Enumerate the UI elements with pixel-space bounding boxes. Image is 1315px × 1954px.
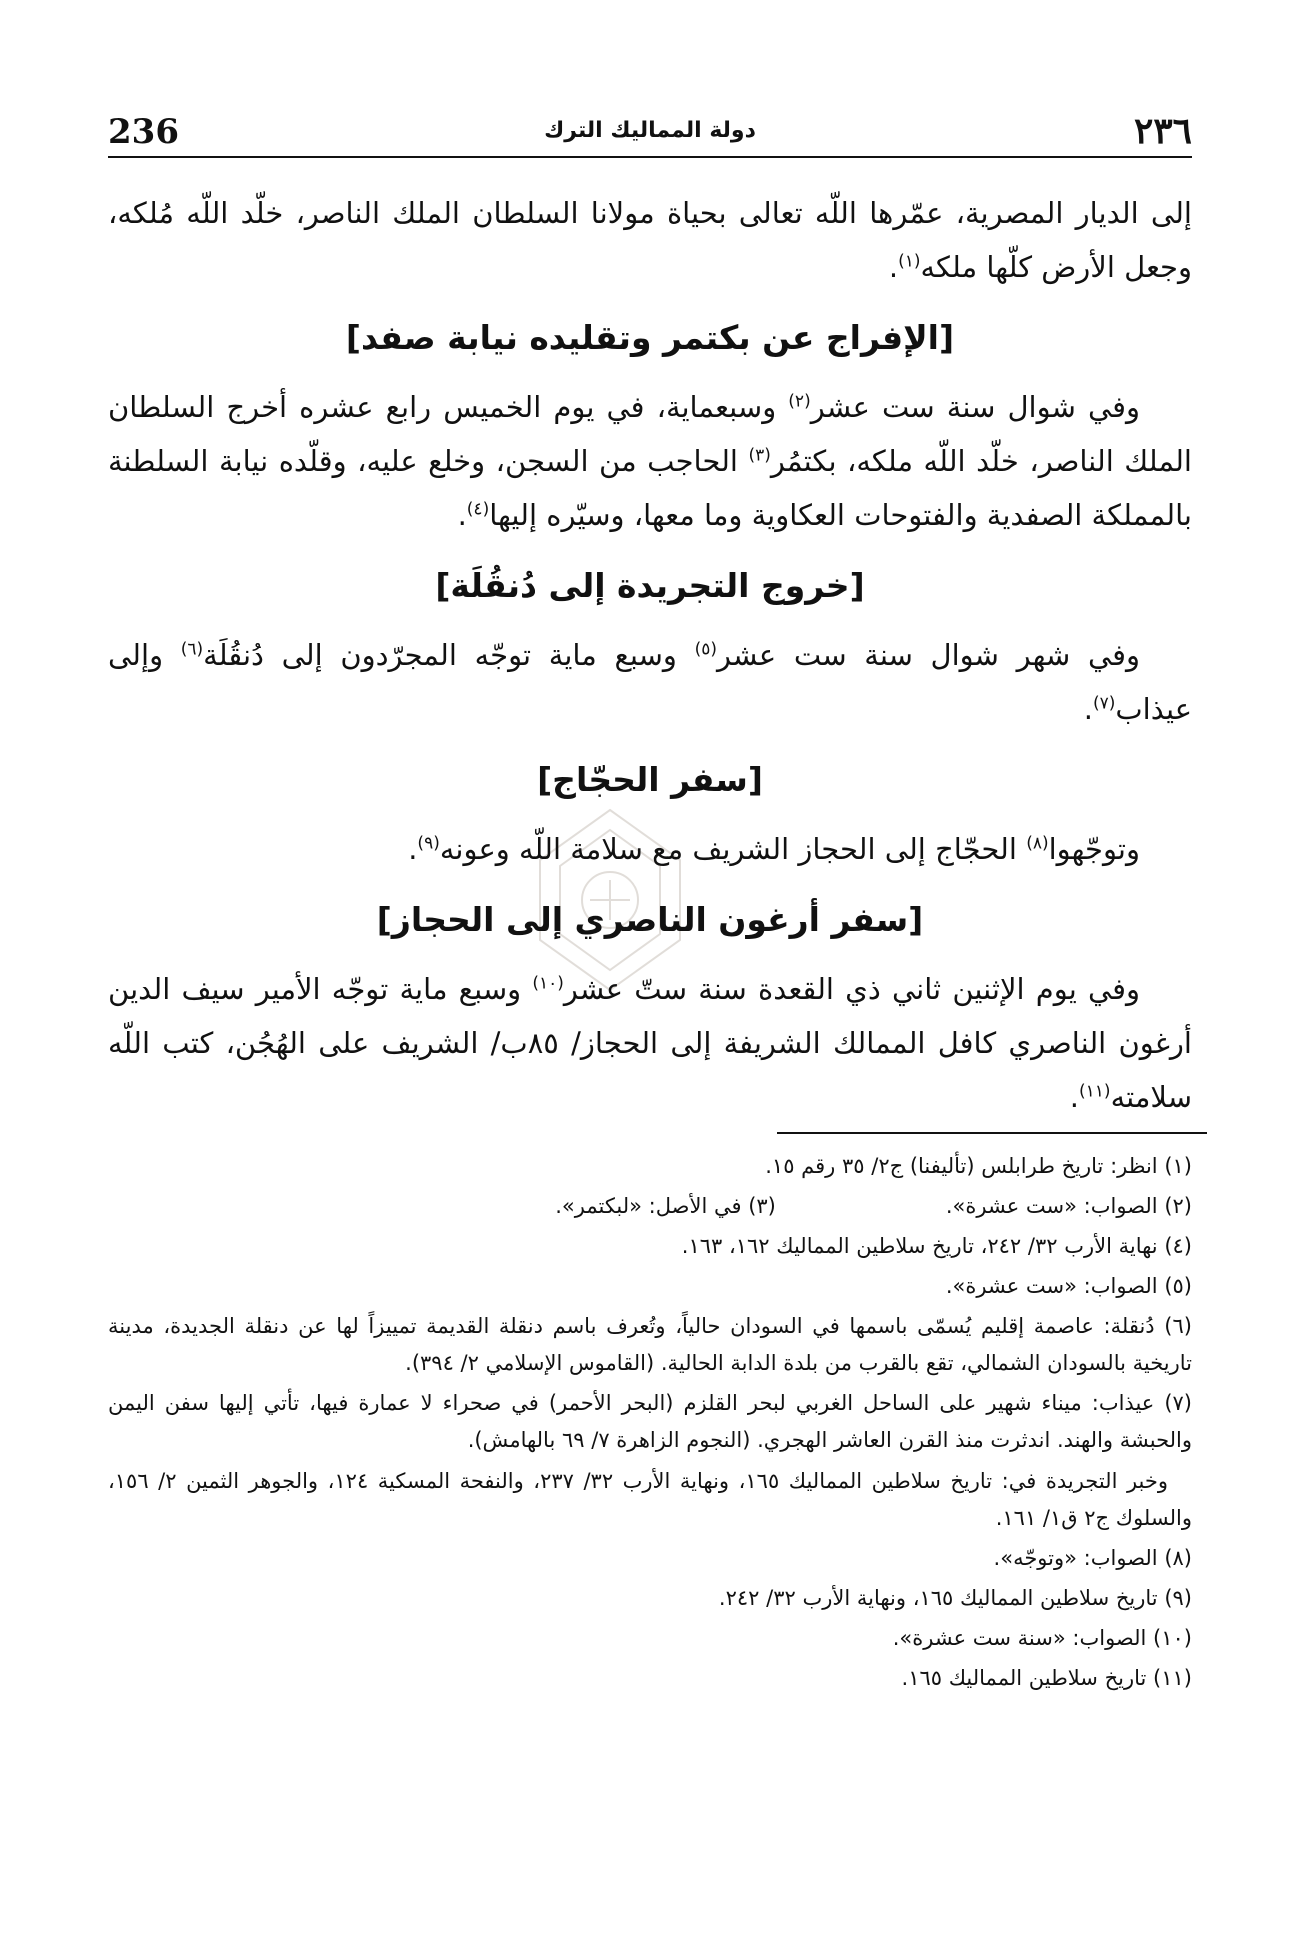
footnote-ref-11: (١١) [1079, 1081, 1111, 1102]
section-heading-release-baktamur: [الإفراج عن بكتمر وتقليده نيابة صفد] [345, 318, 955, 357]
footnote-row-2-3 [108, 1188, 1192, 1225]
period: . [1083, 692, 1093, 726]
paragraph-text: وتوجّهوا [1048, 832, 1140, 866]
paragraph-text: وسبع ماية توجّه الأمير سيف الدين أرغون الناصري كافل الممالك الشريفة إلى الحجاز/ ٨٥ب/ الشريف على الهُجُن، كتب اللّه سلامته [108, 972, 1192, 1114]
page-number-arabic: ٢٣٦ [1133, 110, 1192, 152]
footnote-2: (٢) الصواب: «ست عشرة». [945, 1194, 1192, 1218]
period: . [457, 498, 467, 532]
footnote-ref-3: (٣) [748, 445, 771, 466]
footnote-8: (٨) الصواب: «وتوجّه». [993, 1546, 1192, 1570]
footnote-ref-7: (٧) [1092, 693, 1116, 714]
footnote-ref-2: (٢) [788, 391, 811, 412]
page-header [108, 110, 1192, 158]
footnote-3: (٣) في الأصل: «لبكتمر». [555, 1194, 776, 1218]
footnote-ref-9: (٩) [417, 833, 440, 854]
footnote-ref-1: (١) [898, 251, 921, 272]
footnote-ref-5: (٥) [694, 639, 718, 660]
paragraph-pilgrims-travel [108, 822, 1192, 876]
footnote-11: (١١) تاريخ سلاطين المماليك ١٦٥. [901, 1666, 1192, 1690]
footnote-ref-4: (٤) [466, 499, 490, 520]
section-heading-pilgrims-travel: [سفر الحجّاج] [537, 760, 763, 799]
paragraph-intro-text: إلى الديار المصرية، عمّرها اللّه تعالى بحياة مولانا السلطان الملك الناصر، خلّد اللّه مُلكه، وجعل الأرض كلّها ملكه [108, 196, 1192, 284]
paragraph-intro [108, 186, 1192, 294]
main-text [108, 186, 1192, 1124]
paragraph-expedition-dongola [108, 628, 1192, 736]
period: . [1069, 1080, 1080, 1114]
paragraph-text: الحجّاج إلى الحجاز الشريف مع سلامة اللّه وعونه [439, 832, 1027, 866]
paragraph-text: وسبع ماية توجّه المجرّدون إلى دُنقُلَة [203, 638, 695, 672]
paragraph-text: الحاجب من السجن، وخلع عليه، وقلّده نيابة السلطنة بالمملكة الصفدية والفتوحات العكاوية وما معها، وسيّره إليها [108, 444, 1192, 532]
footnote-7: (٧) عيذاب: ميناء شهير على الساحل الغربي لبحر القلزم (البحر الأحمر) في صحراء لا عمارة فيها، تأتي إليها سفن اليمن والحبشة والهند. اندثرت منذ القرن العاشر الهجري. (النجوم الزاهرة ٧/ ٦٩ بالهامش). [108, 1391, 1192, 1452]
footnote-10: (١٠) الصواب: «سنة ست عشرة». [892, 1626, 1192, 1650]
footnote-5: (٥) الصواب: «ست عشرة». [945, 1274, 1192, 1298]
footnote-6: (٦) دُنقلة: عاصمة إقليم يُسمّى باسمها في السودان حالياً، وتُعرف باسم دنقلة القديمة تمييزاً لها عن دنقلة الجديدة، مدينة تاريخية بالسودان الشمالي، تقع بالقرب من بلدة الدابة الحالية. (القاموس الإسلامي ٢/ ٣٩٤). [108, 1314, 1192, 1375]
footnote-1: (١) انظر: تاريخ طرابلس (تأليفنا) ج٢/ ٣٥ رقم ١٥. [765, 1154, 1192, 1178]
period: . [408, 832, 418, 866]
header-rule [108, 156, 1192, 158]
running-title: دولة المماليك الترك [544, 118, 756, 143]
period: . [888, 250, 899, 284]
paragraph-release-baktamur [108, 380, 1192, 542]
paragraph-text: وفي يوم الإثنين ثاني ذي القعدة سنة ستّ عشر [563, 972, 1140, 1006]
paragraph-text: وإلى عيذاب [108, 638, 1192, 726]
footnote-separator [777, 1132, 1207, 1134]
footnote-ref-8: (٨) [1026, 833, 1049, 854]
paragraph-text: وفي شوال سنة ست عشر [810, 390, 1140, 424]
footnote-9: (٩) تاريخ سلاطين المماليك ١٦٥، ونهاية الأرب ٣٢/ ٢٤٢. [718, 1586, 1192, 1610]
footnote-ref-6: (٦) [180, 639, 204, 660]
footnote-4: (٤) نهاية الأرب ٣٢/ ٢٤٢، تاريخ سلاطين المماليك ١٦٢، ١٦٣. [681, 1234, 1192, 1258]
section-heading-arghun-travel: [سفر أرغون الناصري إلى الحجاز] [376, 900, 924, 939]
paragraph-text: وفي شهر شوال سنة ست عشر [717, 638, 1140, 672]
paragraph-arghun-travel [108, 962, 1192, 1124]
paragraph-text: وسبعماية، في يوم الخميس رابع عشره أخرج السلطان الملك الناصر، خلّد اللّه ملكه، بكتمُر [108, 390, 1192, 478]
footnotes [108, 1148, 1192, 1700]
footnote-7-continuation: وخبر التجريدة في: تاريخ سلاطين المماليك ١٦٥، ونهاية الأرب ٣٢/ ٢٣٧، والنفحة المسكية ١٢٤، والجوهر الثمين ٢/ ١٥٦، والسلوك ج٢ ق١/ ١٦١. [108, 1469, 1192, 1530]
page-number-latin: 236 [108, 112, 179, 152]
footnote-ref-10: (١٠) [532, 973, 564, 994]
section-heading-expedition-dongola: [خروج التجريدة إلى دُنقُلَة] [435, 566, 865, 605]
